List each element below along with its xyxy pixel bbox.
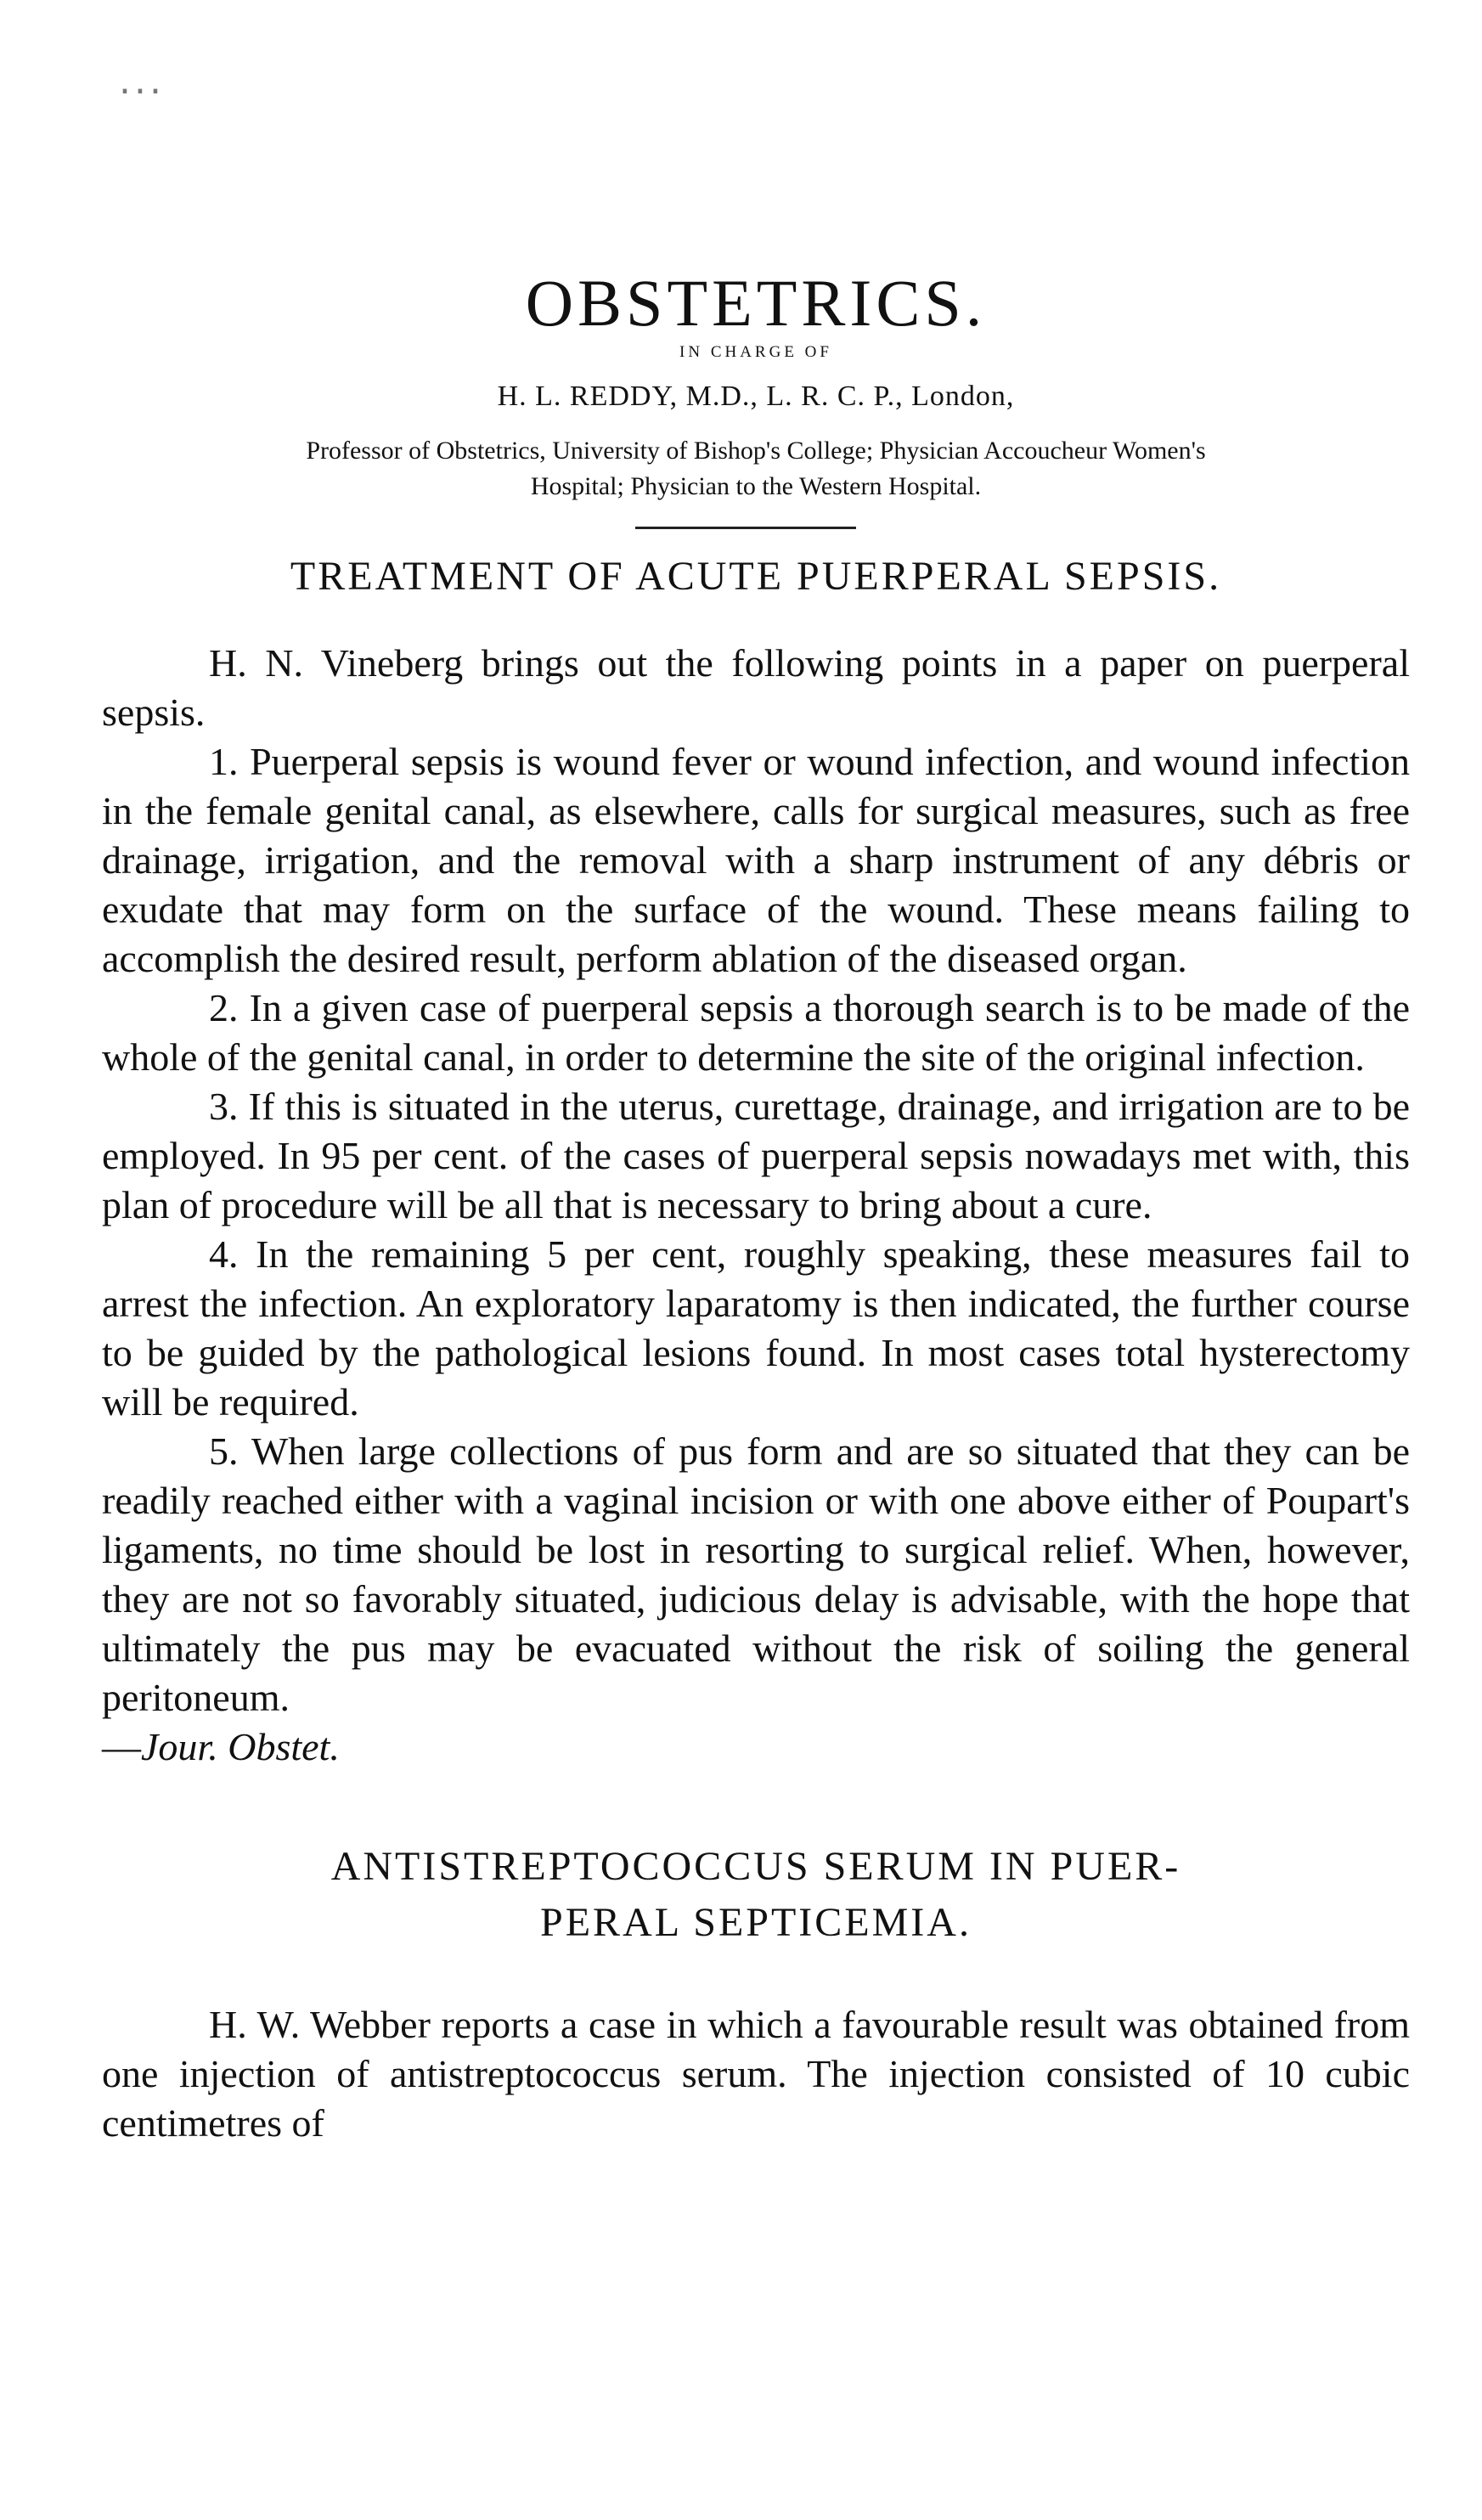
article-1-point-3: 3. If this is situated in the uterus, curettage, drainage, and irrigation are to be employed. In 95 per cent. of the cases of puerperal sepsis nowadays met with, this plan of procedure will be all that is necessary to bring about a cure. [102, 1085, 1410, 1226]
affiliation-line-2: Hospital; Physician to the Western Hospital. [530, 472, 982, 500]
article-1-point-1: 1. Puerperal sepsis is wound fever or wound infection, and wound infection in the female genital canal, as elsewhere, calls for surgical measures, such as free drainage, irrigation, and the removal with a sharp instrument of any débris or exudate that may form on the surface of the wound. These means failing to accomplish the desired result, perform ablation of the diseased organ. [102, 740, 1410, 980]
affiliation-line-1: Professor of Obstetrics, University of Bishop's College; Physician Accoucheur Women's [306, 437, 1206, 465]
article-2-body [102, 2000, 1410, 2148]
page-mark: ... [119, 59, 165, 103]
article-2-title-line-2: PERAL SEPTICEMIA. [540, 1900, 972, 1945]
article-1-intro: H. N. Vineberg brings out the following points in a paper on puerperal sepsis. [102, 641, 1410, 734]
section-divider [635, 527, 856, 529]
source-dash: — [102, 1725, 141, 1768]
department-title: OBSTETRICS. [525, 266, 987, 340]
editor-affiliation [102, 433, 1410, 505]
article-1-point-5: 5. When large collections of pus form and are so situated that they can be readily reached either with a vaginal incision or with one above either of Poupart's ligaments, no time should be lost in resorting to surgical relief. When, however, they are not so favorably situated, judicious delay is advisable, with the hope that ultimately the pus may be evacuated without the risk of soiling the general peritoneum. [102, 1429, 1410, 1719]
article-1-point-2: 2. In a given case of puerperal sepsis a thorough search is to be made of the whole of the genital canal, in order to determine the site of the original infection. [102, 986, 1410, 1079]
article-2-intro: H. W. Webber reports a case in which a favourable result was obtained from one injection of antistreptococcus serum. The injection consisted of 10 cubic centimetres of [102, 2003, 1410, 2145]
article-1-title: TREATMENT OF ACUTE PUERPERAL SEPSIS. [290, 554, 1222, 599]
article-1-source-line [102, 1722, 1410, 1772]
article-2-title [102, 1839, 1410, 1951]
article-2-title-line-1: ANTISTREPTOCOCCUS SERUM IN PUER- [330, 1844, 1181, 1889]
article-1-point-4: 4. In the remaining 5 per cent, roughly speaking, these measures fail to arrest the infection. An exploratory laparatomy is then indicated, the further course to be guided by the pathological lesions found. In most cases total hysterectomy will be required. [102, 1232, 1410, 1423]
article-1-body [102, 639, 1410, 1772]
in-charge-label: IN CHARGE OF [679, 343, 832, 361]
editor-name: H. L. REDDY, M.D., L. R. C. P., London, [497, 381, 1015, 412]
article-1-source: Jour. Obstet. [141, 1725, 340, 1768]
